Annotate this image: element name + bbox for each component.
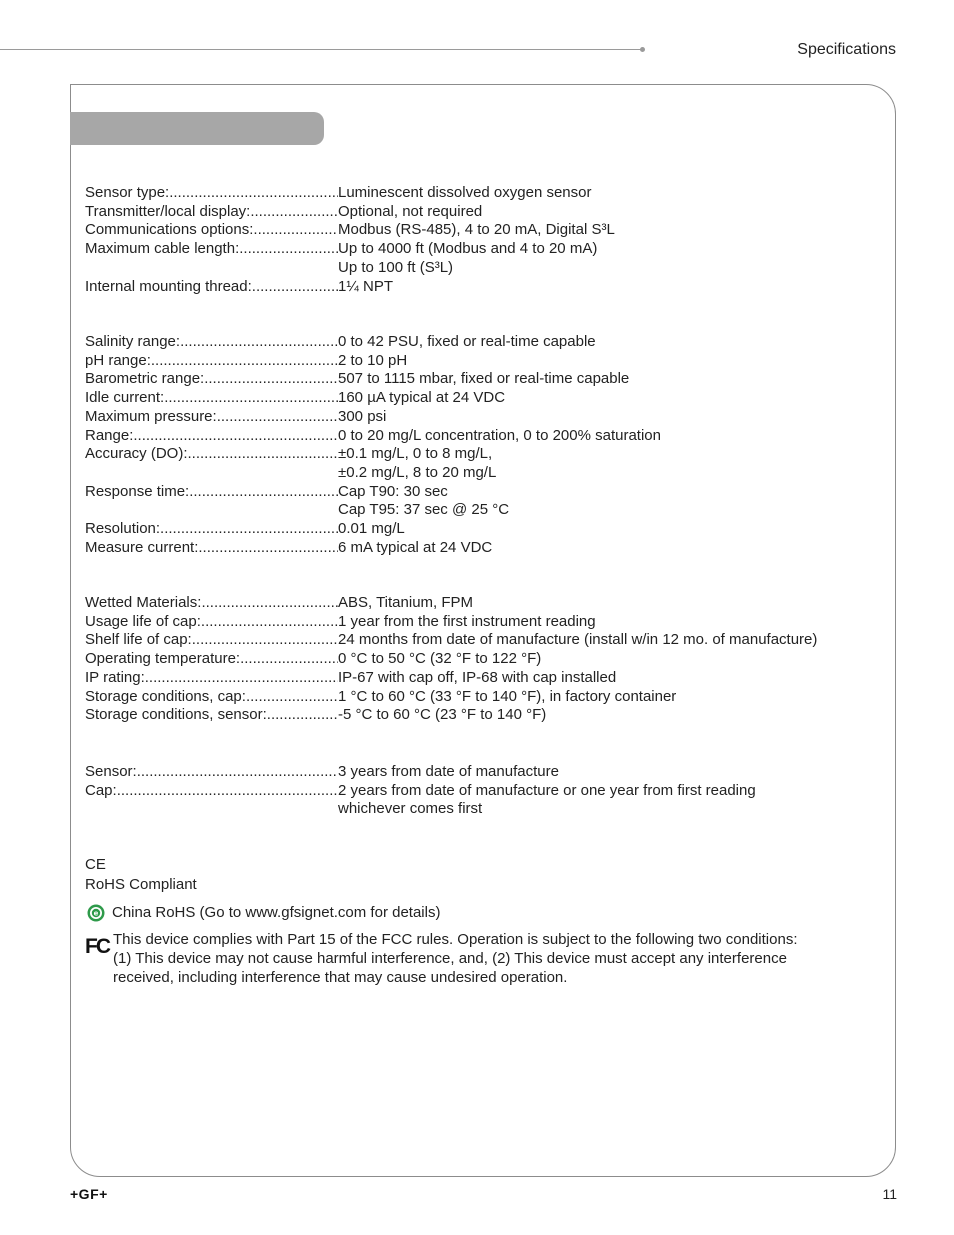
spec-value: 507 to 1115 mbar, fixed or real-time capable [338, 370, 630, 388]
dot-leader [188, 445, 338, 464]
fcc-line: received, including interference that may cause undesired operation. [113, 969, 568, 986]
spec-label-text: Operating temperature: [85, 650, 241, 668]
dot-leader [239, 240, 338, 259]
spec-label-text: pH range: [85, 351, 151, 369]
svg-text:FC: FC [85, 935, 109, 957]
spec-value: 0.01 mg/L [338, 520, 405, 537]
spec-row [85, 203, 482, 222]
dot-leader [145, 669, 338, 688]
dot-leader [151, 352, 338, 371]
dot-leader [133, 427, 338, 446]
dot-leader [160, 520, 338, 539]
spec-row [85, 370, 629, 389]
spec-label-text: Idle current: [85, 389, 165, 407]
spec-label [85, 613, 338, 632]
spec-label [85, 278, 338, 297]
dot-leader [117, 782, 338, 801]
spec-label-text: Resolution: [85, 520, 161, 537]
spec-row [85, 333, 596, 352]
spec-value: IP-67 with cap off, IP-68 with cap installed [338, 668, 617, 686]
spec-label-text: Barometric range: [85, 370, 205, 388]
spec-row [85, 706, 546, 725]
page-section-title: Specifications [797, 41, 896, 58]
spec-label [85, 539, 338, 558]
spec-value: 160 µA typical at 24 VDC [338, 389, 506, 407]
spec-row [85, 408, 386, 427]
spec-label-text: Internal mounting thread: [85, 277, 252, 295]
fcc-logo-icon [85, 933, 113, 957]
dot-leader [180, 333, 338, 352]
spec-row [85, 650, 541, 669]
spec-label [85, 184, 338, 203]
spec-row [85, 539, 492, 558]
spec-row [85, 688, 676, 707]
dot-leader [217, 408, 338, 427]
dot-leader [267, 706, 338, 725]
dot-leader [137, 763, 338, 782]
spec-label [85, 370, 338, 389]
spec-value: 3 years from date of manufacture [338, 763, 559, 780]
dot-leader [240, 650, 338, 669]
spec-label-text: Sensor type: [85, 184, 170, 201]
spec-value: Up to 4000 ft (Modbus and 4 to 20 mA) [338, 240, 598, 258]
spec-label-text: Salinity range: [85, 333, 181, 350]
spec-label [85, 333, 338, 352]
spec-value: 0 °C to 50 °C (32 °F to 122 °F) [338, 650, 542, 668]
spec-label [85, 688, 338, 707]
spec-label [85, 221, 338, 240]
spec-label [85, 408, 338, 427]
dot-leader [253, 221, 338, 240]
spec-row [85, 520, 405, 539]
spec-label [85, 389, 338, 408]
spec-value: 2 years from date of manufacture or one year from first reading [338, 781, 756, 799]
spec-label [85, 427, 338, 446]
spec-label [85, 650, 338, 669]
spec-label-text: Storage conditions, sensor: [85, 706, 267, 724]
spec-label [85, 669, 338, 688]
spec-row [85, 613, 596, 632]
header-rule [0, 49, 642, 50]
spec-row [85, 427, 661, 446]
spec-label [85, 706, 338, 725]
dot-leader [169, 184, 338, 203]
spec-row [85, 352, 407, 371]
dot-leader [198, 539, 338, 558]
spec-row [85, 631, 817, 650]
spec-label-text: Communications options: [85, 221, 254, 239]
spec-label-text: Storage conditions, cap: [85, 687, 246, 705]
spec-label [85, 782, 338, 801]
spec-value-continuation: Cap T95: 37 sec @ 25 °C [338, 501, 510, 519]
spec-label-text: Response time: [85, 482, 190, 500]
spec-value: 6 mA typical at 24 VDC [338, 538, 493, 556]
spec-row [85, 240, 597, 259]
dot-leader [201, 613, 338, 632]
spec-label [85, 763, 338, 782]
spec-row [85, 278, 393, 297]
spec-row [85, 445, 492, 464]
header-rule-dot [640, 47, 645, 52]
spec-value: 24 months from date of manufacture (install w/in 12 mo. of manufacture) [338, 631, 818, 649]
gf-logo: +GF+ [70, 1186, 108, 1202]
dot-leader [250, 203, 338, 222]
spec-label [85, 352, 338, 371]
fcc-statement [113, 930, 853, 987]
spec-label-text: Shelf life of cap: [85, 631, 192, 649]
spec-value: 1 °C to 60 °C (33 °F to 140 °F), in factory container [338, 687, 677, 705]
spec-label [85, 594, 338, 613]
spec-label-text: Transmitter/local display: [85, 202, 251, 220]
spec-value: 1¼ NPT [338, 277, 394, 295]
spec-value: ±0.1 mg/L, 0 to 8 mg/L, [338, 445, 493, 463]
spec-value: 1 year from the first instrument reading [338, 612, 596, 630]
spec-label [85, 483, 338, 502]
spec-label [85, 240, 338, 259]
dot-leader [252, 278, 338, 297]
spec-value: -5 °C to 60 °C (23 °F to 140 °F) [338, 706, 547, 724]
spec-value: Cap T90: 30 sec [338, 482, 448, 500]
spec-label-text: Wetted Materials: [85, 594, 202, 611]
dot-leader [204, 370, 338, 389]
spec-label [85, 445, 338, 464]
dot-leader [201, 594, 338, 613]
spec-value-continuation: Up to 100 ft (S³L) [338, 258, 454, 276]
spec-row [85, 763, 559, 782]
spec-value: 300 psi [338, 407, 387, 425]
dot-leader [189, 483, 338, 502]
spec-value: 0 to 20 mg/L concentration, 0 to 200% saturation [338, 426, 661, 444]
spec-row [85, 594, 473, 613]
rohs-compliant: RoHS Compliant [85, 876, 197, 893]
spec-row [85, 221, 615, 240]
spec-label-text: Maximum cable length: [85, 240, 240, 258]
ce-mark: CE [85, 856, 106, 873]
spec-label-text: Measure current: [85, 538, 199, 556]
spec-value: Modbus (RS-485), 4 to 20 mA, Digital S³L [338, 221, 615, 239]
spec-row [85, 669, 616, 688]
dot-leader [246, 688, 338, 707]
spec-value: Optional, not required [338, 202, 483, 220]
spec-value-continuation: ±0.2 mg/L, 8 to 20 mg/L [338, 463, 497, 481]
spec-row [85, 184, 591, 203]
spec-value: Luminescent dissolved oxygen sensor [338, 184, 592, 201]
spec-label-text: Usage life of cap: [85, 612, 201, 630]
china-rohs-text: China RoHS (Go to www.gfsignet.com for details) [112, 904, 441, 921]
spec-label-text: IP rating: [85, 668, 145, 686]
spec-value: ABS, Titanium, FPM [338, 594, 474, 611]
china-rohs-icon [87, 904, 105, 922]
spec-value: 2 to 10 pH [338, 351, 408, 369]
spec-label-text: Range: [85, 426, 134, 444]
spec-label [85, 520, 338, 539]
fcc-line: This device complies with Part 15 of the FCC rules. Operation is subject to the following two conditions: [113, 931, 798, 948]
spec-value-continuation: whichever comes first [338, 800, 483, 818]
spec-label-text: Accuracy (DO): [85, 445, 188, 463]
dot-leader [192, 631, 338, 650]
spec-label [85, 203, 338, 222]
spec-label-text: Cap: [85, 781, 117, 799]
page-number: 11 [882, 1186, 897, 1202]
spec-label-text: Sensor: [85, 763, 137, 780]
spec-row [85, 483, 448, 502]
dot-leader [164, 389, 338, 408]
spec-label [85, 631, 338, 650]
section-tab-bar [70, 112, 324, 145]
fcc-line: (1) This device may not cause harmful interference, and, (2) This device must accept any interference [113, 950, 787, 967]
svg-text:e: e [93, 909, 99, 918]
spec-value: 0 to 42 PSU, fixed or real-time capable [338, 333, 596, 350]
spec-label-text: Maximum pressure: [85, 407, 217, 425]
spec-row [85, 782, 756, 801]
spec-row [85, 389, 505, 408]
